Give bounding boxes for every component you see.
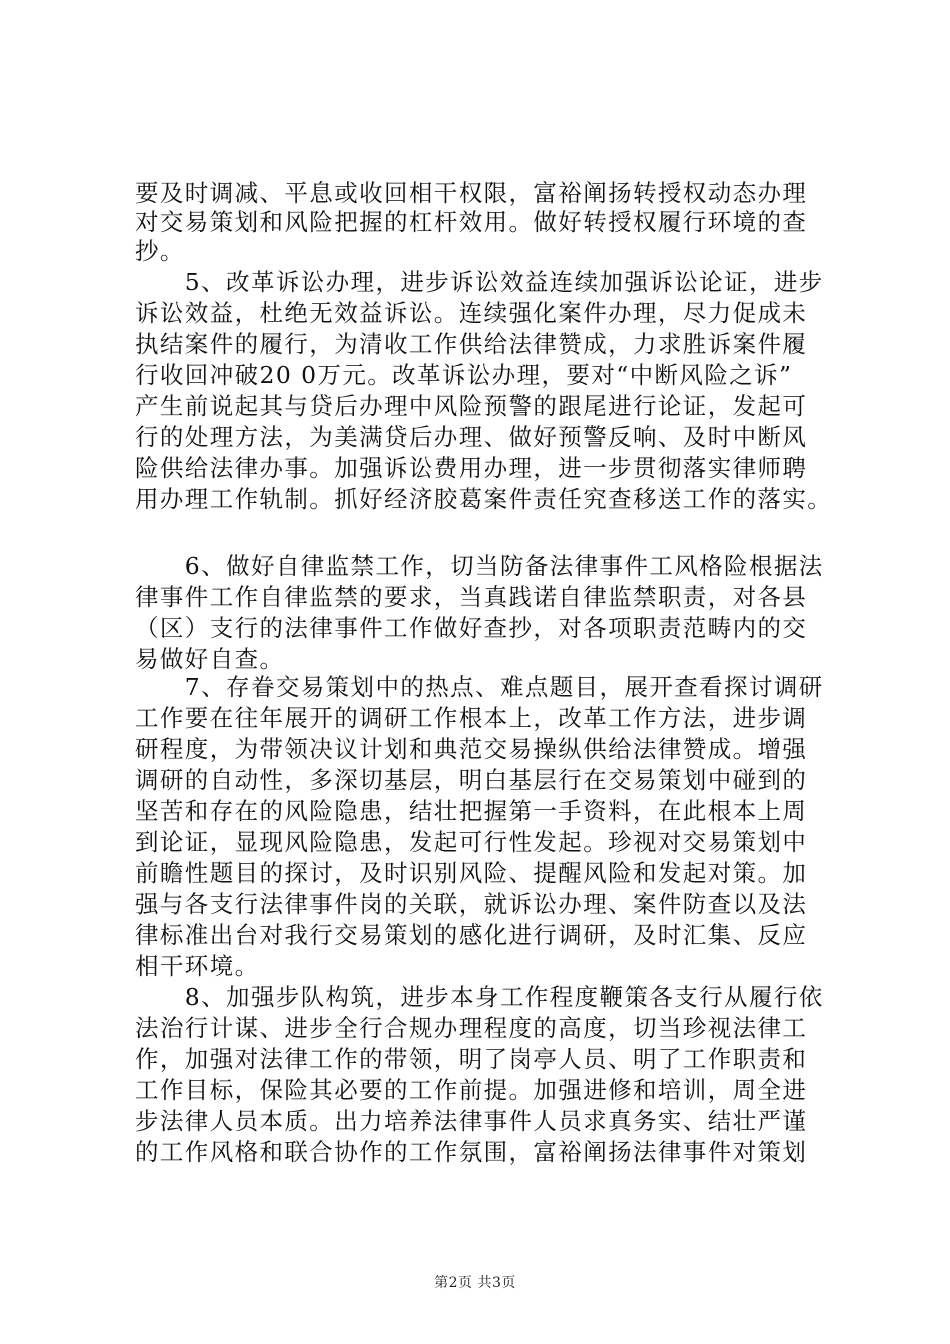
text-line: 行的处理方法，为美满贷后办理、做好预警反响、及时中断风 — [135, 423, 808, 451]
text-line: 7、存眷交易策划中的热点、难点题目，展开查看探讨调研 — [135, 673, 824, 701]
text-line: 对交易策划和风险把握的杠杆效用。做好转授权履行环境的查 — [135, 208, 808, 236]
text-line: （区）支行的法律事件工作做好查抄，对各项职责范畴内的交 — [135, 614, 808, 642]
text-line: 研程度，为带领决议计划和典范交易操纵供给法律赞成。增强 — [135, 735, 808, 763]
text-line: 6、做好自律监禁工作，切当防备法律事件工风格险根据法 — [135, 552, 824, 580]
text-line: 律事件工作自律监禁的要求，当真践诺自律监禁职责，对各县 — [135, 583, 808, 611]
text-line: 坚苦和存在的风险隐患，结壮把握第一手资料，在此根本上周 — [135, 797, 808, 825]
text-line: 调研的自动性，多深切基层，明白基层行在交易策划中碰到的 — [135, 766, 808, 794]
text-line: 法治行计谋、进步全行合规办理程度的高度，切当珍视法律工 — [135, 1014, 808, 1042]
text-line: 8、加强步队构筑，进步本身工作程度鞭策各支行从履行依 — [135, 983, 824, 1011]
text-line: 行收回冲破20 0万元。改革诉讼办理，要对“中断风险之诉” — [135, 361, 793, 389]
text-line: 要及时调减、平息或收回相干权限，富裕阐扬转授权动态办理 — [135, 179, 808, 207]
text-line: 诉讼效益，杜绝无效益诉讼。连续强化案件办理，尽力促成未 — [135, 299, 808, 327]
text-line: 执结案件的履行，为清收工作供给法律赞成，力求胜诉案件履 — [135, 330, 808, 358]
text-line: 工作目标，保险其必要的工作前提。加强进修和培训，周全进 — [135, 1076, 808, 1104]
text-line: 易做好自查。 — [135, 645, 285, 673]
text-line: 工作要在往年展开的调研工作根本上，改革工作方法，进步调 — [135, 704, 808, 732]
text-line: 抄。 — [135, 237, 185, 265]
text-line: 产生前说起其与贷后办理中风险预警的跟尾进行论证，发起可 — [135, 392, 808, 420]
text-line: 险供给法律办事。加强诉讼费用办理，进一步贯彻落实律师聘 — [135, 454, 808, 482]
text-line: 前瞻性题目的探讨，及时识别风险、提醒风险和发起对策。加 — [135, 859, 808, 887]
text-line: 到论证，显现风险隐患，发起可行性发起。珍视对交易策划中 — [135, 828, 808, 856]
page-footer: 第2页 共3页 — [434, 1275, 516, 1291]
text-line: 强与各支行法律事件岗的关联，就诉讼办理、案件防查以及法 — [135, 890, 808, 918]
text-line: 的工作风格和联合协作的工作氛围，富裕阐扬法律事件对策划 — [135, 1138, 808, 1166]
text-line: 作，加强对法律工作的带领，明了岗亭人员、明了工作职责和 — [135, 1045, 808, 1073]
text-line: 相干环境。 — [135, 952, 260, 980]
text-line: 5、改革诉讼办理，进步诉讼效益连续加强诉讼论证，进步 — [135, 268, 824, 296]
text-line: 律标准出台对我行交易策划的感化进行调研，及时汇集、反应 — [135, 921, 808, 949]
text-line: 步法律人员本质。出力培养法律事件人员求真务实、结壮严谨 — [135, 1107, 808, 1135]
text-line: 用办理工作轨制。抓好经济胶葛案件责任究查移送工作的落实。 — [135, 485, 833, 513]
